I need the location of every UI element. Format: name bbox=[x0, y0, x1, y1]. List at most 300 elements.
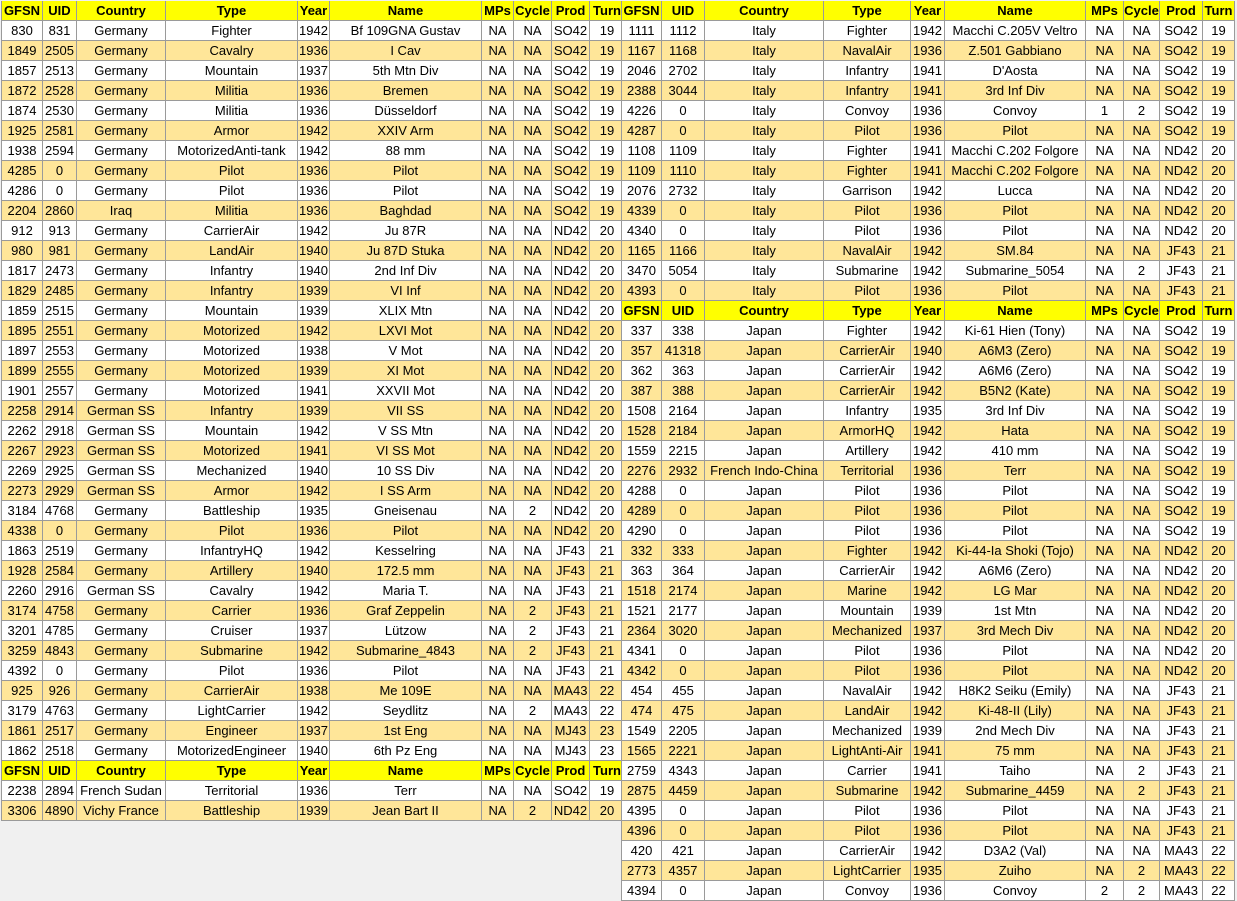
cell-gfsn: 4290 bbox=[621, 521, 662, 541]
table-row bbox=[621, 881, 1235, 901]
cell-year: 1940 bbox=[911, 341, 945, 361]
cell-turn: 20 bbox=[1203, 201, 1235, 221]
cell-turn: 19 bbox=[590, 781, 625, 801]
cell-mps: NA bbox=[1086, 841, 1124, 861]
cell-country: Germany bbox=[77, 381, 166, 401]
cell-year: 1936 bbox=[298, 781, 330, 801]
cell-name: 75 mm bbox=[945, 741, 1086, 761]
cell-turn: 20 bbox=[1203, 581, 1235, 601]
cell-uid: 2205 bbox=[662, 721, 705, 741]
cell-cycle: NA bbox=[514, 201, 552, 221]
cell-gfsn: 912 bbox=[1, 221, 43, 241]
cell-name: 10 SS Div bbox=[330, 461, 482, 481]
cell-gfsn: 1872 bbox=[1, 81, 43, 101]
column-header-uid: UID bbox=[662, 1, 705, 21]
table-row bbox=[1, 181, 625, 201]
cell-gfsn: 4338 bbox=[1, 521, 43, 541]
cell-name: Ki-48-II (Lily) bbox=[945, 701, 1086, 721]
cell-type: Pilot bbox=[824, 501, 911, 521]
cell-prod: ND42 bbox=[552, 481, 590, 501]
cell-turn: 22 bbox=[590, 701, 625, 721]
cell-uid: 1112 bbox=[662, 21, 705, 41]
cell-gfsn: 1518 bbox=[621, 581, 662, 601]
table-row bbox=[621, 441, 1235, 461]
cell-cycle: NA bbox=[514, 661, 552, 681]
cell-mps: NA bbox=[1086, 121, 1124, 141]
cell-gfsn: 3259 bbox=[1, 641, 43, 661]
column-header-turn: Turn bbox=[1203, 301, 1235, 321]
cell-type: CarrierAir bbox=[824, 561, 911, 581]
cell-type: LandAir bbox=[166, 241, 298, 261]
cell-type: ArmorHQ bbox=[824, 421, 911, 441]
cell-year: 1938 bbox=[298, 681, 330, 701]
cell-uid: 4843 bbox=[43, 641, 77, 661]
cell-country: Germany bbox=[77, 601, 166, 621]
cell-country: Japan bbox=[705, 721, 824, 741]
cell-uid: 0 bbox=[662, 821, 705, 841]
cell-turn: 21 bbox=[590, 641, 625, 661]
cell-mps: NA bbox=[1086, 421, 1124, 441]
cell-type: Artillery bbox=[824, 441, 911, 461]
cell-cycle: NA bbox=[514, 341, 552, 361]
cell-turn: 22 bbox=[590, 681, 625, 701]
cell-year: 1942 bbox=[298, 701, 330, 721]
cell-turn: 19 bbox=[1203, 41, 1235, 61]
cell-mps: NA bbox=[1086, 821, 1124, 841]
cell-type: CarrierAir bbox=[166, 681, 298, 701]
cell-gfsn: 4392 bbox=[1, 661, 43, 681]
cell-prod: ND42 bbox=[552, 441, 590, 461]
cell-cycle: NA bbox=[514, 441, 552, 461]
column-header-type: Type bbox=[824, 301, 911, 321]
cell-year: 1940 bbox=[298, 561, 330, 581]
table-row bbox=[1, 361, 625, 381]
cell-type: LightAnti-Air bbox=[824, 741, 911, 761]
column-header-gfsn: GFSN bbox=[621, 1, 662, 21]
cell-gfsn: 1861 bbox=[1, 721, 43, 741]
cell-mps: NA bbox=[482, 141, 514, 161]
cell-gfsn: 2875 bbox=[621, 781, 662, 801]
cell-name: I SS Arm bbox=[330, 481, 482, 501]
cell-turn: 21 bbox=[1203, 241, 1235, 261]
cell-prod: SO42 bbox=[1160, 41, 1203, 61]
cell-mps: NA bbox=[482, 61, 514, 81]
cell-cycle: 2 bbox=[1124, 861, 1160, 881]
cell-year: 1936 bbox=[298, 101, 330, 121]
table-row bbox=[621, 201, 1235, 221]
cell-type: Mechanized bbox=[824, 621, 911, 641]
cell-country: French Indo-China bbox=[705, 461, 824, 481]
column-header-mps: MPs bbox=[482, 761, 514, 781]
cell-country: Germany bbox=[77, 81, 166, 101]
column-header-cycle: Cycle bbox=[514, 761, 552, 781]
cell-gfsn: 4394 bbox=[621, 881, 662, 901]
cell-prod: ND42 bbox=[552, 281, 590, 301]
cell-mps: NA bbox=[1086, 761, 1124, 781]
cell-mps: NA bbox=[1086, 41, 1124, 61]
cell-turn: 20 bbox=[590, 481, 625, 501]
cell-cycle: NA bbox=[1124, 41, 1160, 61]
cell-uid: 2485 bbox=[43, 281, 77, 301]
cell-year: 1936 bbox=[911, 881, 945, 901]
cell-country: Germany bbox=[77, 181, 166, 201]
table-row bbox=[621, 161, 1235, 181]
cell-name: Me 109E bbox=[330, 681, 482, 701]
cell-turn: 20 bbox=[590, 501, 625, 521]
cell-mps: NA bbox=[482, 541, 514, 561]
cell-year: 1936 bbox=[911, 201, 945, 221]
table-row bbox=[621, 421, 1235, 441]
cell-year: 1939 bbox=[298, 281, 330, 301]
cell-type: Fighter bbox=[166, 21, 298, 41]
cell-gfsn: 1108 bbox=[621, 141, 662, 161]
cell-year: 1941 bbox=[298, 381, 330, 401]
cell-prod: SO42 bbox=[1160, 341, 1203, 361]
cell-prod: ND42 bbox=[552, 321, 590, 341]
column-header-type: Type bbox=[166, 1, 298, 21]
cell-mps: NA bbox=[482, 681, 514, 701]
cell-uid: 926 bbox=[43, 681, 77, 701]
cell-turn: 20 bbox=[1203, 141, 1235, 161]
cell-year: 1940 bbox=[298, 461, 330, 481]
cell-gfsn: 1857 bbox=[1, 61, 43, 81]
cell-name: XLIX Mtn bbox=[330, 301, 482, 321]
column-header-cycle: Cycle bbox=[1124, 1, 1160, 21]
cell-country: Italy bbox=[705, 141, 824, 161]
cell-mps: NA bbox=[482, 741, 514, 761]
table-row bbox=[1, 81, 625, 101]
table-row bbox=[621, 761, 1235, 781]
cell-country: French Sudan bbox=[77, 781, 166, 801]
table-row bbox=[1, 801, 625, 821]
cell-gfsn: 1874 bbox=[1, 101, 43, 121]
cell-cycle: 2 bbox=[514, 701, 552, 721]
cell-prod: SO42 bbox=[1160, 401, 1203, 421]
cell-cycle: NA bbox=[514, 481, 552, 501]
cell-mps: NA bbox=[482, 281, 514, 301]
cell-gfsn: 1901 bbox=[1, 381, 43, 401]
cell-name: Pilot bbox=[945, 501, 1086, 521]
cell-uid: 0 bbox=[662, 801, 705, 821]
cell-turn: 19 bbox=[1203, 521, 1235, 541]
cell-gfsn: 2260 bbox=[1, 581, 43, 601]
cell-name: 88 mm bbox=[330, 141, 482, 161]
table-row bbox=[621, 661, 1235, 681]
cell-mps: NA bbox=[1086, 281, 1124, 301]
cell-country: Germany bbox=[77, 161, 166, 181]
cell-country: Japan bbox=[705, 481, 824, 501]
cell-prod: SO42 bbox=[552, 41, 590, 61]
cell-year: 1936 bbox=[298, 81, 330, 101]
cell-prod: JF43 bbox=[1160, 741, 1203, 761]
cell-prod: ND42 bbox=[1160, 541, 1203, 561]
cell-country: Iraq bbox=[77, 201, 166, 221]
cell-turn: 19 bbox=[1203, 101, 1235, 121]
cell-name: Baghdad bbox=[330, 201, 482, 221]
cell-year: 1942 bbox=[911, 261, 945, 281]
cell-year: 1936 bbox=[911, 661, 945, 681]
cell-gfsn: 4288 bbox=[621, 481, 662, 501]
cell-year: 1942 bbox=[911, 561, 945, 581]
cell-type: Pilot bbox=[824, 201, 911, 221]
cell-mps: NA bbox=[1086, 861, 1124, 881]
cell-turn: 21 bbox=[1203, 741, 1235, 761]
cell-type: Pilot bbox=[824, 281, 911, 301]
cell-name: Ki-61 Hien (Tony) bbox=[945, 321, 1086, 341]
cell-prod: SO42 bbox=[552, 21, 590, 41]
table-row bbox=[621, 741, 1235, 761]
cell-year: 1942 bbox=[911, 21, 945, 41]
cell-gfsn: 2076 bbox=[621, 181, 662, 201]
cell-gfsn: 4393 bbox=[621, 281, 662, 301]
cell-mps: NA bbox=[1086, 541, 1124, 561]
cell-mps: NA bbox=[1086, 401, 1124, 421]
cell-year: 1942 bbox=[298, 321, 330, 341]
cell-year: 1942 bbox=[911, 541, 945, 561]
cell-mps: NA bbox=[1086, 381, 1124, 401]
table-row bbox=[1, 601, 625, 621]
cell-mps: NA bbox=[1086, 21, 1124, 41]
cell-turn: 19 bbox=[1203, 401, 1235, 421]
cell-turn: 20 bbox=[1203, 661, 1235, 681]
cell-gfsn: 2267 bbox=[1, 441, 43, 461]
cell-mps: NA bbox=[1086, 181, 1124, 201]
cell-cycle: NA bbox=[1124, 321, 1160, 341]
table-row bbox=[621, 281, 1235, 301]
cell-type: Territorial bbox=[166, 781, 298, 801]
cell-prod: SO42 bbox=[552, 61, 590, 81]
cell-turn: 19 bbox=[1203, 421, 1235, 441]
cell-prod: MA43 bbox=[1160, 841, 1203, 861]
cell-year: 1937 bbox=[298, 61, 330, 81]
cell-uid: 1110 bbox=[662, 161, 705, 181]
cell-year: 1936 bbox=[911, 481, 945, 501]
cell-year: 1941 bbox=[911, 141, 945, 161]
cell-year: 1937 bbox=[298, 621, 330, 641]
table-row bbox=[621, 341, 1235, 361]
cell-gfsn: 4339 bbox=[621, 201, 662, 221]
cell-type: Fighter bbox=[824, 161, 911, 181]
cell-gfsn: 420 bbox=[621, 841, 662, 861]
cell-type: CarrierAir bbox=[824, 841, 911, 861]
cell-uid: 2184 bbox=[662, 421, 705, 441]
cell-uid: 2177 bbox=[662, 601, 705, 621]
cell-country: German SS bbox=[77, 421, 166, 441]
cell-uid: 2221 bbox=[662, 741, 705, 761]
cell-cycle: NA bbox=[514, 421, 552, 441]
cell-gfsn: 3184 bbox=[1, 501, 43, 521]
cell-year: 1942 bbox=[298, 141, 330, 161]
column-header-prod: Prod bbox=[1160, 1, 1203, 21]
cell-name: Düsseldorf bbox=[330, 101, 482, 121]
cell-cycle: NA bbox=[514, 141, 552, 161]
cell-name: Convoy bbox=[945, 881, 1086, 901]
cell-gfsn: 1508 bbox=[621, 401, 662, 421]
cell-prod: ND42 bbox=[1160, 621, 1203, 641]
cell-name: 410 mm bbox=[945, 441, 1086, 461]
cell-country: Japan bbox=[705, 441, 824, 461]
cell-gfsn: 2262 bbox=[1, 421, 43, 441]
cell-country: Italy bbox=[705, 61, 824, 81]
cell-gfsn: 2269 bbox=[1, 461, 43, 481]
table-row bbox=[621, 541, 1235, 561]
cell-prod: SO42 bbox=[552, 141, 590, 161]
table-row bbox=[621, 641, 1235, 661]
cell-uid: 5054 bbox=[662, 261, 705, 281]
cell-year: 1939 bbox=[298, 361, 330, 381]
table-row bbox=[1, 21, 625, 41]
cell-prod: ND42 bbox=[1160, 141, 1203, 161]
cell-uid: 455 bbox=[662, 681, 705, 701]
table-row bbox=[621, 781, 1235, 801]
cell-turn: 21 bbox=[1203, 281, 1235, 301]
cell-prod: ND42 bbox=[1160, 661, 1203, 681]
cell-uid: 4357 bbox=[662, 861, 705, 881]
cell-turn: 21 bbox=[1203, 261, 1235, 281]
left-unit-table bbox=[1, 1, 625, 821]
cell-prod: MJ43 bbox=[552, 741, 590, 761]
cell-name: Pilot bbox=[945, 521, 1086, 541]
cell-turn: 22 bbox=[1203, 881, 1235, 901]
cell-cycle: NA bbox=[1124, 21, 1160, 41]
table-row bbox=[621, 321, 1235, 341]
cell-uid: 2518 bbox=[43, 741, 77, 761]
cell-country: Italy bbox=[705, 201, 824, 221]
cell-prod: SO42 bbox=[1160, 21, 1203, 41]
cell-country: Japan bbox=[705, 761, 824, 781]
cell-turn: 19 bbox=[1203, 361, 1235, 381]
cell-gfsn: 1528 bbox=[621, 421, 662, 441]
table-row bbox=[1, 61, 625, 81]
cell-year: 1936 bbox=[911, 221, 945, 241]
cell-mps: NA bbox=[1086, 341, 1124, 361]
cell-mps: NA bbox=[1086, 61, 1124, 81]
cell-mps: NA bbox=[482, 161, 514, 181]
cell-name: 172.5 mm bbox=[330, 561, 482, 581]
cell-uid: 475 bbox=[662, 701, 705, 721]
cell-country: Italy bbox=[705, 261, 824, 281]
cell-gfsn: 387 bbox=[621, 381, 662, 401]
column-header-prod: Prod bbox=[552, 761, 590, 781]
cell-name: Terr bbox=[330, 781, 482, 801]
cell-uid: 388 bbox=[662, 381, 705, 401]
cell-prod: SO42 bbox=[1160, 101, 1203, 121]
cell-country: Germany bbox=[77, 321, 166, 341]
cell-type: Cruiser bbox=[166, 621, 298, 641]
cell-name: LXVI Mot bbox=[330, 321, 482, 341]
cell-uid: 421 bbox=[662, 841, 705, 861]
cell-type: Engineer bbox=[166, 721, 298, 741]
cell-cycle: NA bbox=[514, 81, 552, 101]
cell-cycle: NA bbox=[1124, 221, 1160, 241]
cell-name: 5th Mtn Div bbox=[330, 61, 482, 81]
cell-type: Pilot bbox=[166, 161, 298, 181]
cell-mps: NA bbox=[482, 501, 514, 521]
table-row bbox=[1, 101, 625, 121]
cell-name: V SS Mtn bbox=[330, 421, 482, 441]
cell-type: Infantry bbox=[166, 281, 298, 301]
cell-type: Pilot bbox=[824, 801, 911, 821]
cell-type: Infantry bbox=[824, 61, 911, 81]
column-header-country: Country bbox=[77, 761, 166, 781]
cell-country: Japan bbox=[705, 421, 824, 441]
cell-year: 1942 bbox=[298, 21, 330, 41]
cell-type: LightCarrier bbox=[166, 701, 298, 721]
cell-year: 1936 bbox=[911, 461, 945, 481]
cell-name: Bf 109GNA Gustav bbox=[330, 21, 482, 41]
cell-cycle: NA bbox=[1124, 401, 1160, 421]
cell-country: German SS bbox=[77, 461, 166, 481]
cell-uid: 4758 bbox=[43, 601, 77, 621]
table-row bbox=[621, 41, 1235, 61]
cell-cycle: 2 bbox=[514, 501, 552, 521]
cell-country: Germany bbox=[77, 121, 166, 141]
cell-name: A6M3 (Zero) bbox=[945, 341, 1086, 361]
cell-type: Mountain bbox=[824, 601, 911, 621]
cell-prod: SO42 bbox=[552, 161, 590, 181]
cell-turn: 21 bbox=[590, 661, 625, 681]
cell-gfsn: 363 bbox=[621, 561, 662, 581]
cell-year: 1936 bbox=[911, 521, 945, 541]
cell-gfsn: 925 bbox=[1, 681, 43, 701]
cell-gfsn: 1895 bbox=[1, 321, 43, 341]
table-row bbox=[1, 521, 625, 541]
cell-cycle: NA bbox=[1124, 241, 1160, 261]
table-row bbox=[1, 321, 625, 341]
cell-mps: NA bbox=[1086, 741, 1124, 761]
table-row bbox=[1, 141, 625, 161]
cell-name: Bremen bbox=[330, 81, 482, 101]
cell-mps: NA bbox=[482, 81, 514, 101]
table-row bbox=[621, 221, 1235, 241]
cell-country: Japan bbox=[705, 321, 824, 341]
cell-country: Japan bbox=[705, 861, 824, 881]
cell-mps: NA bbox=[482, 201, 514, 221]
cell-country: Italy bbox=[705, 81, 824, 101]
cell-type: Mountain bbox=[166, 301, 298, 321]
cell-name: Hata bbox=[945, 421, 1086, 441]
cell-cycle: NA bbox=[1124, 841, 1160, 861]
cell-uid: 2581 bbox=[43, 121, 77, 141]
cell-type: CarrierAir bbox=[824, 361, 911, 381]
cell-prod: MA43 bbox=[552, 681, 590, 701]
cell-mps: NA bbox=[1086, 261, 1124, 281]
cell-type: Pilot bbox=[166, 521, 298, 541]
cell-name: 2nd Inf Div bbox=[330, 261, 482, 281]
cell-type: Pilot bbox=[824, 821, 911, 841]
cell-turn: 21 bbox=[1203, 781, 1235, 801]
cell-type: Pilot bbox=[824, 221, 911, 241]
table-row bbox=[1, 281, 625, 301]
right-unit-table bbox=[621, 1, 1235, 901]
cell-type: MotorizedEngineer bbox=[166, 741, 298, 761]
cell-prod: JF43 bbox=[1160, 681, 1203, 701]
cell-gfsn: 1549 bbox=[621, 721, 662, 741]
table-row bbox=[1, 241, 625, 261]
cell-type: Submarine bbox=[166, 641, 298, 661]
cell-turn: 19 bbox=[590, 181, 625, 201]
cell-prod: ND42 bbox=[552, 241, 590, 261]
cell-year: 1942 bbox=[911, 181, 945, 201]
cell-cycle: NA bbox=[1124, 461, 1160, 481]
cell-name: 1st Mtn bbox=[945, 601, 1086, 621]
table-row bbox=[621, 721, 1235, 741]
cell-gfsn: 4340 bbox=[621, 221, 662, 241]
cell-prod: JF43 bbox=[1160, 241, 1203, 261]
cell-year: 1941 bbox=[911, 741, 945, 761]
cell-turn: 23 bbox=[590, 741, 625, 761]
cell-prod: SO42 bbox=[552, 181, 590, 201]
